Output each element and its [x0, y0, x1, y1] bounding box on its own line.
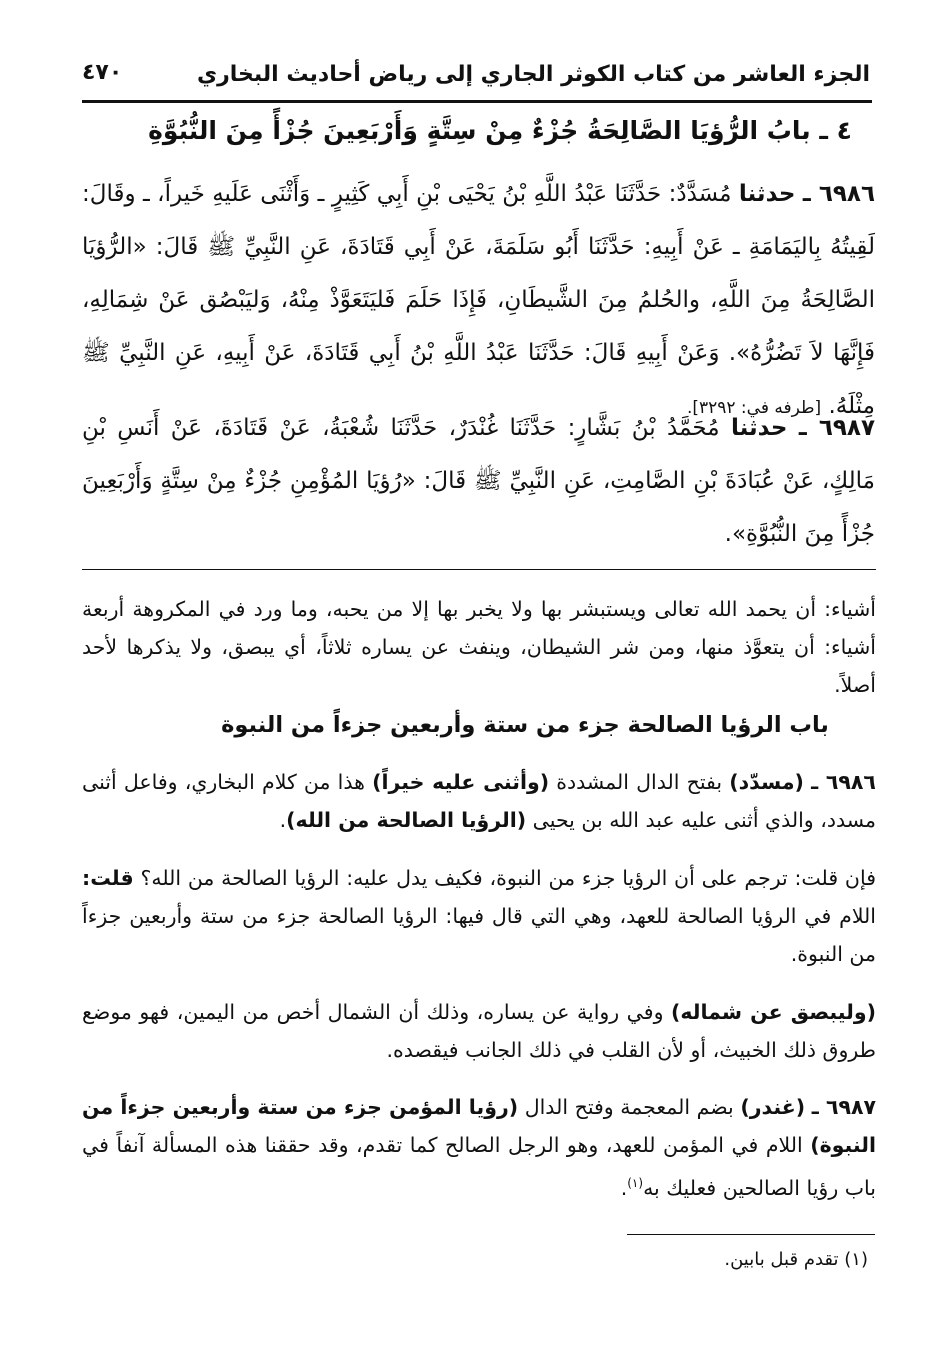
footnote	[724, 1249, 868, 1270]
footnote-rule	[627, 1234, 875, 1235]
commentary-text: بفتح الدال المشددة	[556, 770, 723, 794]
commentary-text: فإن قلت: ترجم على أن الرؤيا جزء من النبوة، فكيف يدل عليه: الرؤيا الصالحة من الله؟	[140, 866, 876, 890]
page-number: ٤٧٠	[82, 60, 123, 85]
commentary-paragraph	[82, 859, 876, 973]
commentary-text: اللام في الرؤيا الصالحة للعهد، وهي التي قال فيها: الرؤيا الصالحة جزء من ستة وأربعين جزءاً من النبوة.	[82, 904, 876, 966]
hadith-6987	[82, 402, 875, 561]
chapter-heading: ٤ ـ بابُ الرُّؤيَا الصَّالِحَةُ جُزْءٌ مِنْ سِتَّةٍ وَأَرْبَعِينَ جُزْأً مِنَ النُّبُوَّةِ	[148, 116, 852, 145]
quoted-term: (وأثنى عليه خيراً)	[372, 770, 550, 794]
commentary-paragraph	[82, 763, 876, 839]
quoted-term: (وليبصق عن شماله)	[670, 1000, 876, 1024]
cross-reference: [طرفه في: ٣٢٩٢].	[686, 398, 822, 418]
hadith-number: ٦٩٨٦ ـ	[811, 770, 876, 794]
commentary-text: وفي رواية عن يساره، وذلك أن الشمال أخص من اليمين، فهو موضع طروق ذلك الخبيث، أو لأن القلب في ذلك الجانب فيقصده.	[82, 1000, 876, 1062]
footnote-text: تقدم قبل بابين.	[724, 1249, 839, 1270]
hadith-text: مُسَدَّدٌ: حَدَّثَنَا عَبْدُ اللَّهِ بْنُ يَحْيَى بْنِ أَبِي كَثِيرٍ ـ وَأَثْنَى عَلَيهِ خَيراً، ـ وقَالَ: لَقِيتُهُ بِاليَمَامَةِ ـ عَنْ أَبِيهِ: حَدَّثَنَا أَبُو سَلَمَةَ، عَنْ أَبِي قَتَادَةَ، عَنِ النَّبِيِّ ﷺ قَالَ: «الرُّؤيَا الصَّالِحَةُ مِنَ اللَّهِ، والحُلمُ مِنَ الشَّيطَانِ، فَإِذَا حَلَمَ فَليَتَعَوَّذْ مِنْهُ، وَليَبْصُق عَنْ شِمَالِهِ، فَإِنَّهَا لاَ تَضُرُّهُ». وَعَنْ أَبِيهِ قَالَ: حَدَّثَنَا عَبْدُ اللَّهِ بْنُ أَبِي قَتَادَةَ، عَنْ أَبِيهِ، عَنِ النَّبِيِّ ﷺ مِثْلَهُ.	[82, 181, 875, 419]
commentary-text: هذا من كلام البخاري، وفاعل أثنى مسدد، والذي أثنى عليه عبد الله بن يحيى	[82, 770, 876, 832]
running-title: الجزء العاشر من كتاب الكوثر الجاري إلى رياض أحاديث البخاري	[196, 62, 870, 87]
hadith-number: ٦٩٨٧ ـ	[811, 1095, 876, 1119]
hadith-lead: حدثنا	[730, 415, 788, 441]
quoted-term: (الرؤيا الصالحة من الله)	[286, 808, 527, 832]
running-header	[82, 58, 870, 98]
hadith-text: مُحَمَّدُ بْنُ بَشَّارٍ: حَدَّثَنَا غُنْدَرٌ، حَدَّثَنَا شُعْبَةُ، عَنْ قَتَادَةَ، عَنْ أَنَسِ بْنِ مَالِكٍ، عَنْ عُبَادَةَ بْنِ الصَّامِتِ، عَنِ النَّبِيِّ ﷺ قَالَ: «رُؤيَا المُؤْمِنِ جُزْءٌ مِنْ سِتَّةٍ وَأَرْبَعِينَ جُزْأً مِنَ النُّبُوَّةِ».	[82, 415, 875, 547]
hadith-number: ٦٩٨٧ ـ	[798, 415, 875, 441]
hadith-number: ٦٩٨٦ ـ	[802, 181, 875, 207]
hadith-lead: حدثنا	[738, 181, 796, 207]
period: .	[620, 1175, 628, 1200]
commentary-text: بضم المعجمة وفتح الدال	[524, 1095, 734, 1119]
quoted-term: (رؤيا المؤمن جزء من ستة وأربعين جزءاً من النبوة)	[82, 1095, 876, 1157]
answer-label: قلت:	[82, 866, 134, 890]
commentary-intro: أشياء: أن يحمد الله تعالى ويستبشر بها ولا يخبر بها إلا من يحبه، وما ورد في المكروهة أربعة أشياء: أن يتعوَّذ منها، ومن شر الشيطان، وينفث عن يساره ثلاثاً، أي يبصق، ولا يذكرها لأحد أصلاً.	[82, 597, 876, 697]
commentary-paragraph	[82, 993, 876, 1069]
hadith-6986	[82, 168, 875, 435]
quoted-term: (مسدّد)	[729, 770, 804, 794]
quoted-term: (غندر)	[740, 1095, 806, 1119]
commentary-heading: باب الرؤيا الصالحة جزء من ستة وأربعين جزءاً من النبوة	[221, 712, 829, 738]
commentary-paragraph	[82, 1088, 876, 1207]
footnote-marker: (١)	[844, 1249, 868, 1270]
header-rule	[82, 100, 872, 103]
footnote-reference: (١)	[627, 1176, 644, 1190]
period: .	[279, 808, 287, 832]
matn-separator	[82, 569, 876, 570]
commentary-text: اللام في المؤمن للعهد، وهو الرجل الصالح كما تقدم، وقد حققنا هذه المسألة آنفاً في باب رؤيا الصالحين فعليك به	[82, 1133, 876, 1200]
